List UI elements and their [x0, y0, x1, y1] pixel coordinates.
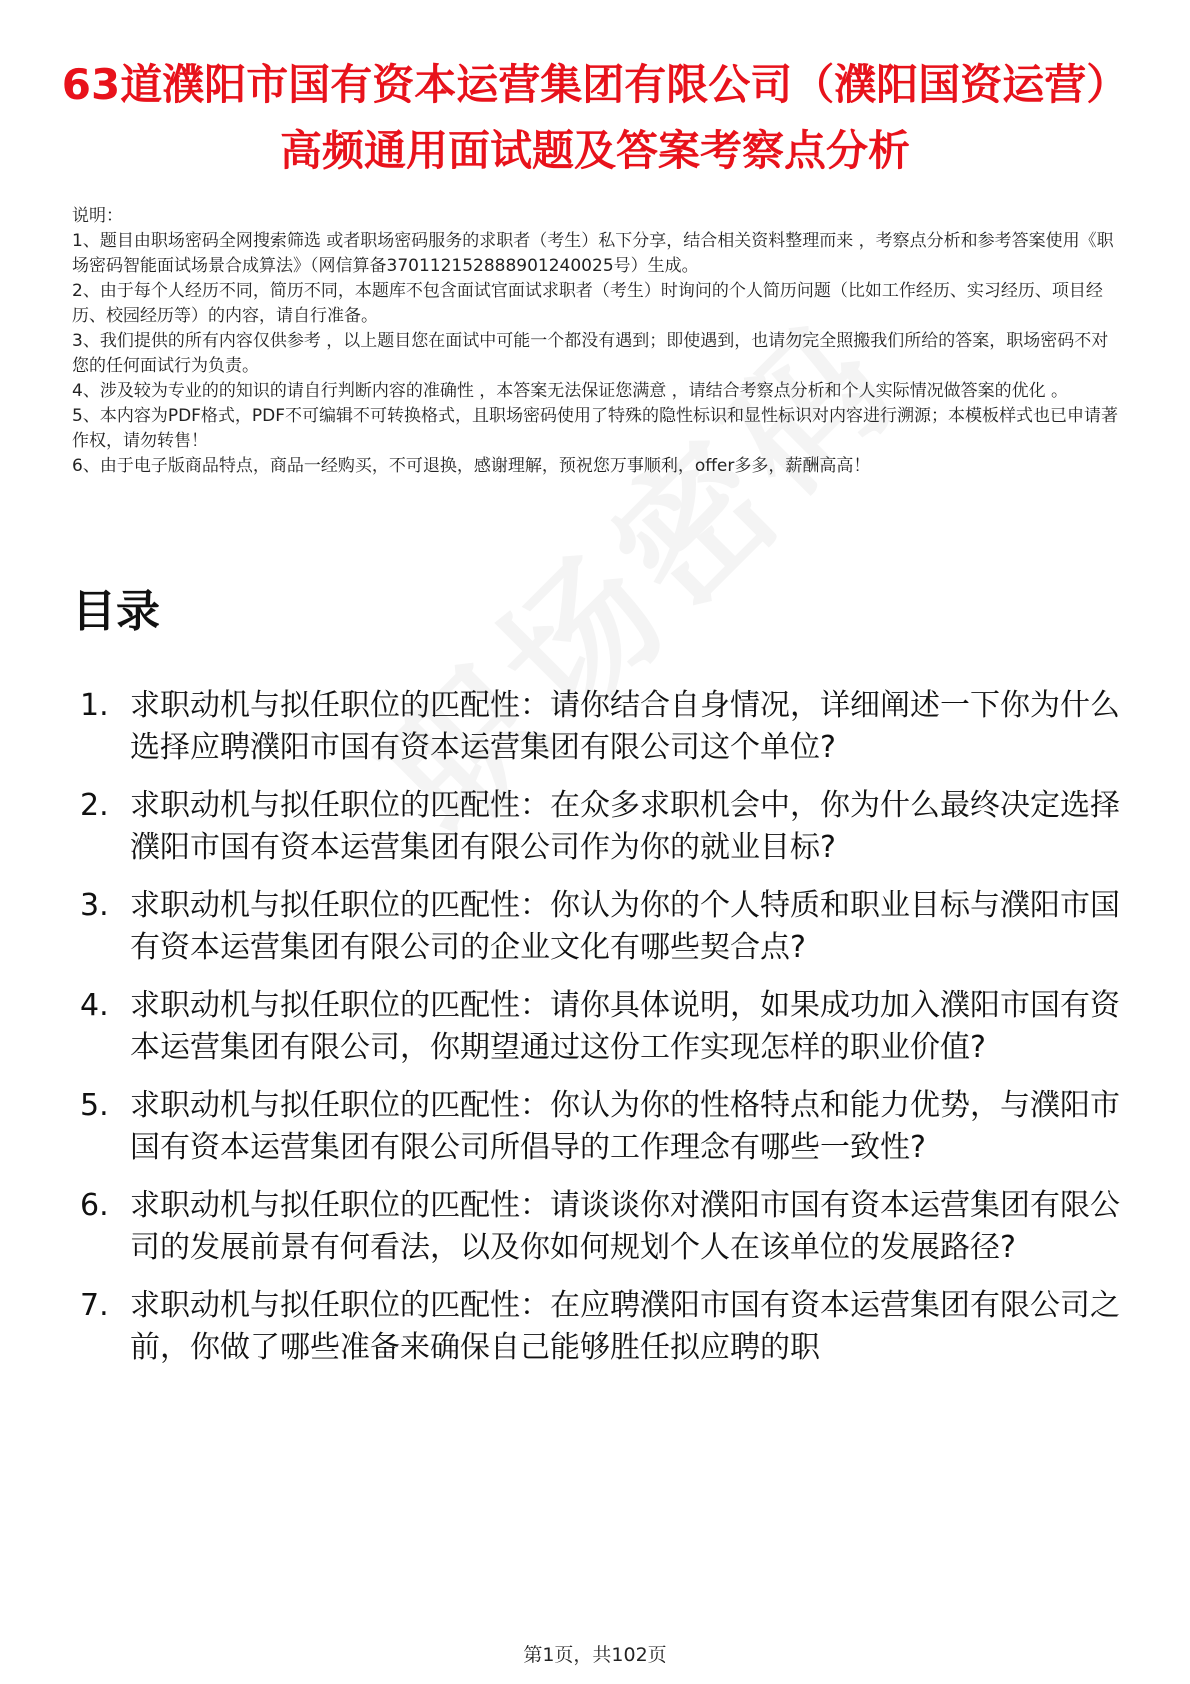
toc-heading: 目录 — [72, 586, 160, 637]
notice-item: 1、题目由职场密码全网搜索筛选 或者职场密码服务的求职者（考生）私下分享，结合相关资料整理而来 ，考察点分析和参考答案使用《职场密码智能面试场景合成算法》（网信算备370112152888901240025号）生成。 — [72, 231, 1114, 276]
notice-item: 4、涉及较为专业的的知识的请自行判断内容的准确性 ，本答案无法保证您满意 ，请结合考察点分析和个人实际情况做答案的优化 。 — [72, 381, 1069, 401]
notice-item: 3、我们提供的所有内容仅供参考 ，以上题目您在面试中可能一个都没有遇到；即使遇到，也请勿完全照搬我们所给的答案，职场密码不对您的任何面试行为负责。 — [72, 331, 1109, 376]
toc-item-number: 4. — [80, 988, 109, 1023]
page-footer: 第1页，共102页 — [523, 1644, 667, 1666]
notice-heading: 说明： — [72, 206, 123, 226]
notice-section — [72, 204, 1122, 479]
toc-item-number: 7. — [80, 1288, 109, 1323]
document-title: 63道濮阳市国有资本运营集团有限公司（濮阳国资运营）高频通用面试题及答案考察点分析 — [61, 60, 1129, 175]
toc-item-text: 求职动机与拟任职位的匹配性：在应聘濮阳市国有资本运营集团有限公司之前，你做了哪些准备来确保自己能够胜任拟应聘的职 — [130, 1288, 1120, 1365]
toc-item-text: 求职动机与拟任职位的匹配性：在众多求职机会中，你为什么最终决定选择濮阳市国有资本运营集团有限公司作为你的就业目标? — [130, 788, 1120, 865]
toc-item[interactable] — [72, 1185, 1132, 1269]
notice-item: 5、本内容为PDF格式，PDF不可编辑不可转换格式，且职场密码使用了特殊的隐性标识和显性标识对内容进行溯源；本模板样式也已申请著作权，请勿转售！ — [72, 406, 1119, 451]
toc-item[interactable] — [72, 685, 1132, 769]
toc-item[interactable] — [72, 1085, 1132, 1169]
notice-item: 2、由于每个人经历不同，简历不同，本题库不包含面试官面试求职者（考生）时询问的个人简历问题（比如工作经历、实习经历、项目经历、校园经历等）的内容，请自行准备。 — [72, 281, 1103, 326]
toc-item-number: 1. — [80, 688, 109, 723]
toc-item[interactable] — [72, 785, 1132, 869]
toc-item-number: 5. — [80, 1088, 109, 1123]
toc-item-text: 求职动机与拟任职位的匹配性：请你结合自身情况，详细阐述一下你为什么选择应聘濮阳市国有资本运营集团有限公司这个单位? — [130, 688, 1120, 765]
notice-item: 6、由于电子版商品特点，商品一经购买，不可退换，感谢理解，预祝您万事顺利，offer多多，薪酬高高！ — [72, 456, 871, 476]
toc-item[interactable] — [72, 885, 1132, 969]
toc-item-text: 求职动机与拟任职位的匹配性：请你具体说明，如果成功加入濮阳市国有资本运营集团有限公司，你期望通过这份工作实现怎样的职业价值? — [130, 988, 1120, 1065]
toc-item-text: 求职动机与拟任职位的匹配性：请谈谈你对濮阳市国有资本运营集团有限公司的发展前景有何看法，以及你如何规划个人在该单位的发展路径? — [130, 1188, 1120, 1265]
toc-item-number: 2. — [80, 788, 109, 823]
toc-item[interactable] — [72, 1285, 1132, 1369]
table-of-contents — [72, 685, 1132, 1385]
toc-item-number: 6. — [80, 1188, 109, 1223]
toc-item-text: 求职动机与拟任职位的匹配性：你认为你的个人特质和职业目标与濮阳市国有资本运营集团有限公司的企业文化有哪些契合点? — [130, 888, 1120, 965]
toc-item-text: 求职动机与拟任职位的匹配性：你认为你的性格特点和能力优势，与濮阳市国有资本运营集团有限公司所倡导的工作理念有哪些一致性? — [130, 1088, 1120, 1165]
toc-item[interactable] — [72, 985, 1132, 1069]
toc-item-number: 3. — [80, 888, 109, 923]
